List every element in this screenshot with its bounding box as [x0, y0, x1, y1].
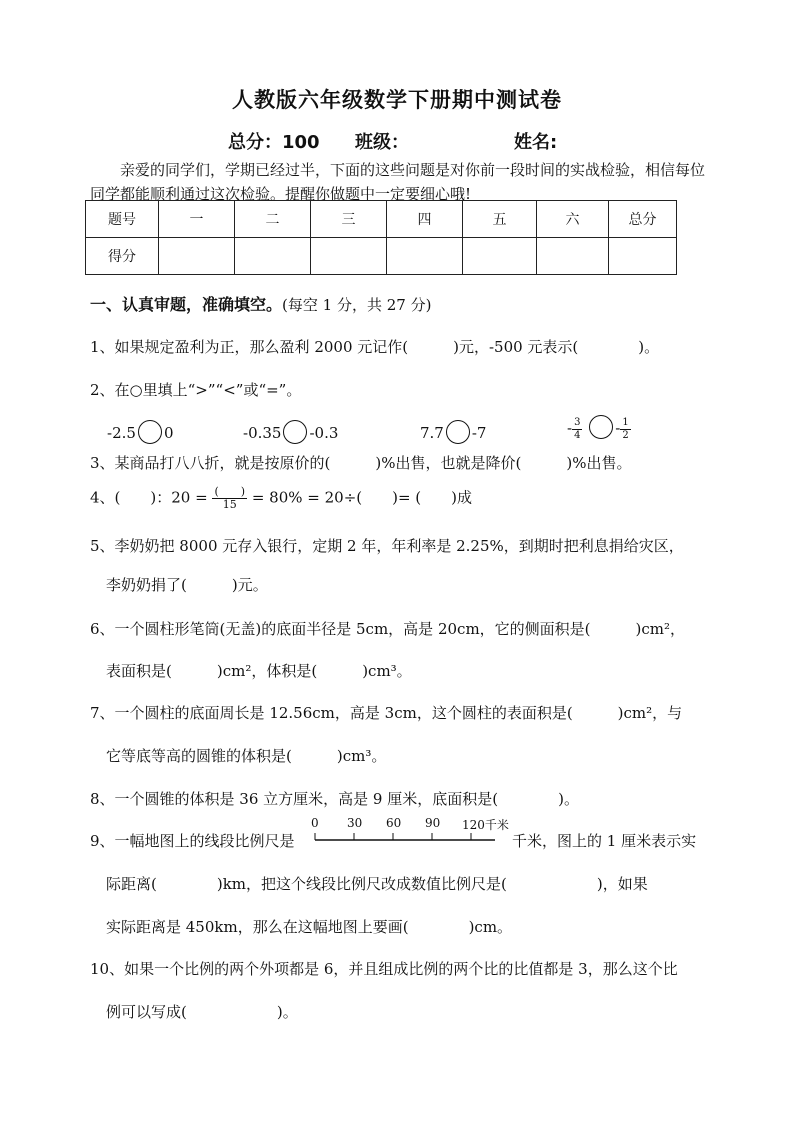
fraction-right: $\frac{1}{2}$ — [622, 416, 629, 441]
compare-right: -7 — [471, 424, 487, 442]
compare-right: 0 — [163, 424, 174, 442]
scale-label: 90 — [425, 816, 441, 830]
compare-right: -0.3 — [309, 424, 339, 442]
score-table-header-cell: 四 — [387, 201, 463, 238]
question-5-line-2: 李奶奶捐了( )元。 — [106, 576, 268, 594]
question-7-line-2: 它等底等高的圆锥的体积是( )cm³。 — [106, 747, 387, 765]
score-table-header-cell: 二 — [235, 201, 311, 238]
question-7-line-1: 7、一个圆柱的底面周长是 12.56cm，高是 3cm，这个圆柱的表面积是( )cm²，与 — [90, 704, 683, 722]
score-table-header-cell: 总分 — [609, 201, 677, 238]
score-table-header-cell: 三 — [311, 201, 387, 238]
question-4-part-b: = 80% = 20÷( )= ( )成 — [251, 488, 473, 507]
question-1: 1、如果规定盈利为正，那么盈利 2000 元记作( )元，-500 元表示( )。 — [90, 338, 660, 356]
compare-item-c — [420, 420, 486, 444]
question-4-fraction: $\frac{( )}{15}$ — [214, 485, 246, 511]
question-5-line-1: 5、李奶奶把 8000 元存入银行，定期 2 年，年利率是 2.25%，到期时把利息捐给灾区， — [90, 537, 684, 555]
score-cell[interactable] — [311, 238, 387, 275]
question-6-line-2: 表面积是( )cm²，体积是( )cm³。 — [106, 662, 412, 680]
question-9-tail: 千米，图上的 1 厘米表示实 — [512, 832, 697, 850]
compare-circle-blank[interactable] — [138, 420, 162, 444]
score-cell[interactable] — [159, 238, 235, 275]
question-4-part-a: 4、( )：20 = — [90, 488, 208, 507]
score-cell[interactable] — [463, 238, 537, 275]
score-table-header-cell: 题号 — [86, 201, 159, 238]
compare-circle-blank[interactable] — [446, 420, 470, 444]
scale-label: 120千米 — [462, 818, 509, 832]
question-9-lead: 9、一幅地图上的线段比例尺是 — [90, 832, 295, 850]
section-1-title: 一、认真审题，准确填空。 — [90, 295, 283, 314]
section-1-note: (每空 1 分，共 27 分) — [282, 296, 432, 314]
question-10-line-1: 10、如果一个比例的两个外项都是 6，并且组成比例的两个比的比值都是 3，那么这个比 — [90, 960, 678, 978]
score-cell[interactable] — [609, 238, 677, 275]
question-9-line-2: 际距离( )km，把这个线段比例尺改成数值比例尺是( )，如果 — [106, 875, 648, 893]
question-9-line-3: 实际距离是 450km，那么在这幅地图上要画( )cm。 — [106, 918, 513, 936]
scale-label: 60 — [386, 816, 402, 830]
compare-circle-blank[interactable] — [589, 415, 613, 439]
page-title: 人教版六年级数学下册期中测试卷 — [232, 88, 562, 112]
score-row-label: 得分 — [86, 238, 159, 275]
score-table — [85, 200, 677, 275]
score-table-score-row — [86, 238, 677, 275]
scale-bar — [300, 815, 520, 849]
score-table-header-cell: 一 — [159, 201, 235, 238]
question-6-line-1: 6、一个圆柱形笔筒(无盖)的底面半径是 5cm，高是 20cm，它的侧面积是( )cm²， — [90, 620, 686, 638]
fraction-left: $\frac{3}{4}$ — [574, 416, 581, 441]
score-table-header-cell: 六 — [537, 201, 609, 238]
compare-item-b — [243, 420, 338, 444]
compare-item-a — [107, 420, 173, 444]
score-table-header-row — [86, 201, 677, 238]
intro-paragraph: 亲爱的同学们，学期已经过半，下面的这些问题是对你前一段时间的实战检验，相信每位同学都能顺利通过这次检验。提醒你做题中一定要细心哦! — [90, 161, 706, 203]
compare-item-d: - $\frac{3}{4}$ - $\frac{1}{2}$ — [567, 416, 629, 441]
compare-left: -0.35 — [243, 424, 282, 442]
scale-label: 30 — [347, 816, 363, 830]
name-label: 姓名: — [514, 132, 558, 153]
score-cell[interactable] — [387, 238, 463, 275]
score-table-header-cell: 五 — [463, 201, 537, 238]
score-cell[interactable] — [235, 238, 311, 275]
question-4 — [90, 486, 472, 511]
score-cell[interactable] — [537, 238, 609, 275]
scale-label: 0 — [311, 816, 319, 830]
compare-left: -2.5 — [107, 424, 136, 442]
class-label: 班级： — [355, 132, 409, 153]
question-8: 8、一个圆锥的体积是 36 立方厘米，高是 9 厘米，底面积是( )。 — [90, 790, 579, 808]
section-1-heading — [90, 292, 431, 315]
question-10-line-2: 例可以写成( )。 — [106, 1003, 298, 1021]
compare-left: 7.7 — [420, 424, 444, 442]
total-score-label: 总分：100 — [228, 132, 320, 153]
question-3: 3、某商品打八八折，就是按原价的( )%出售，也就是降价( )%出售。 — [90, 454, 632, 472]
question-2: 2、在○里填上“>”“<”或“=”。 — [90, 381, 302, 399]
compare-circle-blank[interactable] — [283, 420, 307, 444]
